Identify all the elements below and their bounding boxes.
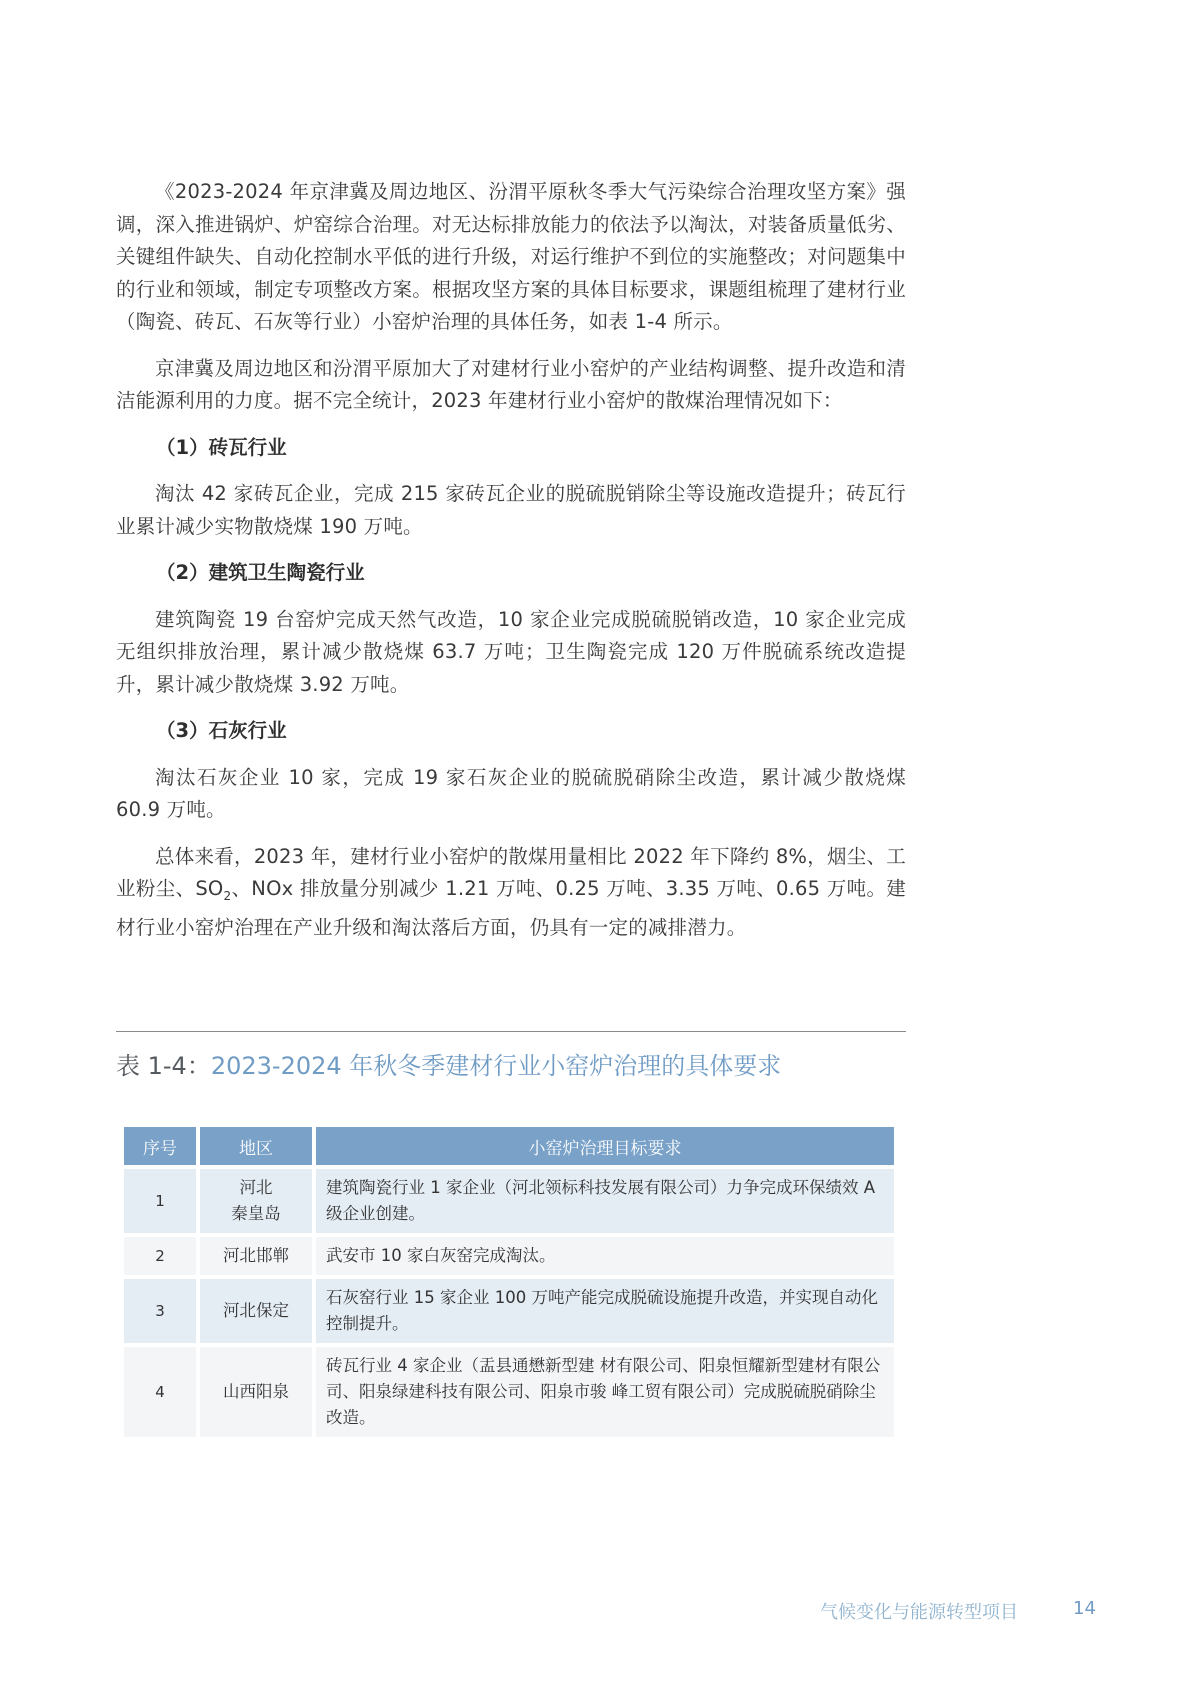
table-row bbox=[124, 1237, 894, 1275]
cell-no: 3 bbox=[124, 1279, 196, 1343]
summary-text-part2: 、NOx 排放量分别减少 1.21 万吨、0.25 万吨、3.35 万吨、0.65 万吨。建材行业小窑炉治理在产业升级和淘汰落后方面，仍具有一定的减排潜力。 bbox=[116, 877, 906, 940]
table-row bbox=[124, 1169, 894, 1233]
table-row bbox=[124, 1279, 894, 1343]
summary-text-part1: 总体来看，2023 年，建材行业小窑炉的散煤用量相比 2022 年下降约 8%，烟尘、工业粉尘、SO bbox=[116, 844, 906, 900]
table-title bbox=[116, 1049, 906, 1083]
cell-region: 河北邯郸 bbox=[200, 1237, 312, 1275]
table-title-prefix: 表 1-4： bbox=[116, 1052, 211, 1080]
section-text-ceramics: 建筑陶瓷 19 台窑炉完成天然气改造，10 家企业完成脱硫脱销改造，10 家企业完成无组织排放治理，累计减少散烧煤 63.7 万吨；卫生陶瓷完成 120 万件脱硫系统改造提升，累计减少散烧煤 3.92 万吨。 bbox=[116, 607, 906, 696]
cell-region: 河北 秦皇岛 bbox=[200, 1169, 312, 1233]
paragraph-intro: 《2023-2024 年京津冀及周边地区、汾渭平原秋冬季大气污染综合治理攻坚方案》强调，深入推进锅炉、炉窑综合治理。对无达标排放能力的依法予以淘汰，对装备质量低劣、关键组件缺失、自动化控制水平低的进行升级，对运行维护不到位的实施整改；对问题集中的行业和领域，制定专项整改方案。根据攻坚方案的具体目标要求，课题组梳理了建材行业（陶瓷、砖瓦、石灰等行业）小窑炉治理的具体任务，如表 1-4 所示。 bbox=[116, 180, 906, 333]
section-heading-brick-tile: （1）砖瓦行业 bbox=[156, 435, 287, 459]
cell-no: 4 bbox=[124, 1347, 196, 1437]
main-content bbox=[116, 176, 906, 959]
cell-region: 山西阳泉 bbox=[200, 1347, 312, 1437]
header-region: 地区 bbox=[200, 1127, 312, 1165]
cell-requirement: 石灰窑行业 15 家企业 100 万吨产能完成脱硫设施提升改造，并实现自动化控制提升。 bbox=[316, 1279, 894, 1343]
summary-subscript: 2 bbox=[223, 888, 232, 903]
section-heading-ceramics: （2）建筑卫生陶瓷行业 bbox=[156, 561, 365, 584]
cell-no: 2 bbox=[124, 1237, 196, 1275]
cell-requirement: 砖瓦行业 4 家企业（盂县通懋新型建 材有限公司、阳泉恒耀新型建材有限公司、阳泉绿建科技有限公司、阳泉市骏 峰工贸有限公司）完成脱硫脱硝除尘改造。 bbox=[316, 1347, 894, 1437]
cell-requirement: 武安市 10 家白灰窑完成淘汰。 bbox=[316, 1237, 894, 1275]
page-number: 14 bbox=[1073, 1598, 1096, 1619]
footer-project-title: 气候变化与能源转型项目 bbox=[820, 1602, 1018, 1623]
cell-region: 河北保定 bbox=[200, 1279, 312, 1343]
table-title-text: 2023-2024 年秋冬季建材行业小窑炉治理的具体要求 bbox=[210, 1052, 782, 1080]
table-header-row bbox=[124, 1127, 894, 1165]
section-heading-lime: （3）石灰行业 bbox=[156, 719, 287, 742]
paragraph-overview: 京津冀及周边地区和汾渭平原加大了对建材行业小窑炉的产业结构调整、提升改造和清洁能源利用的力度。据不完全统计，2023 年建材行业小窑炉的散煤治理情况如下： bbox=[116, 356, 906, 412]
header-no: 序号 bbox=[124, 1127, 196, 1165]
section-text-brick-tile: 淘汰 42 家砖瓦企业，完成 215 家砖瓦企业的脱硫脱销除尘等设施改造提升；砖瓦行业累计减少实物散烧煤 190 万吨。 bbox=[116, 482, 906, 538]
cell-requirement: 建筑陶瓷行业 1 家企业（河北领标科技发展有限公司）力争完成环保绩效 A 级企业创建。 bbox=[316, 1169, 894, 1233]
cell-no: 1 bbox=[124, 1169, 196, 1233]
header-requirement: 小窑炉治理目标要求 bbox=[316, 1127, 894, 1165]
table-row bbox=[124, 1347, 894, 1437]
requirements-table bbox=[120, 1123, 898, 1441]
section-text-lime: 淘汰石灰企业 10 家，完成 19 家石灰企业的脱硫脱硝除尘改造，累计减少散烧煤 60.9 万吨。 bbox=[116, 765, 906, 821]
paragraph-summary bbox=[116, 841, 906, 945]
table-divider bbox=[116, 1031, 906, 1032]
